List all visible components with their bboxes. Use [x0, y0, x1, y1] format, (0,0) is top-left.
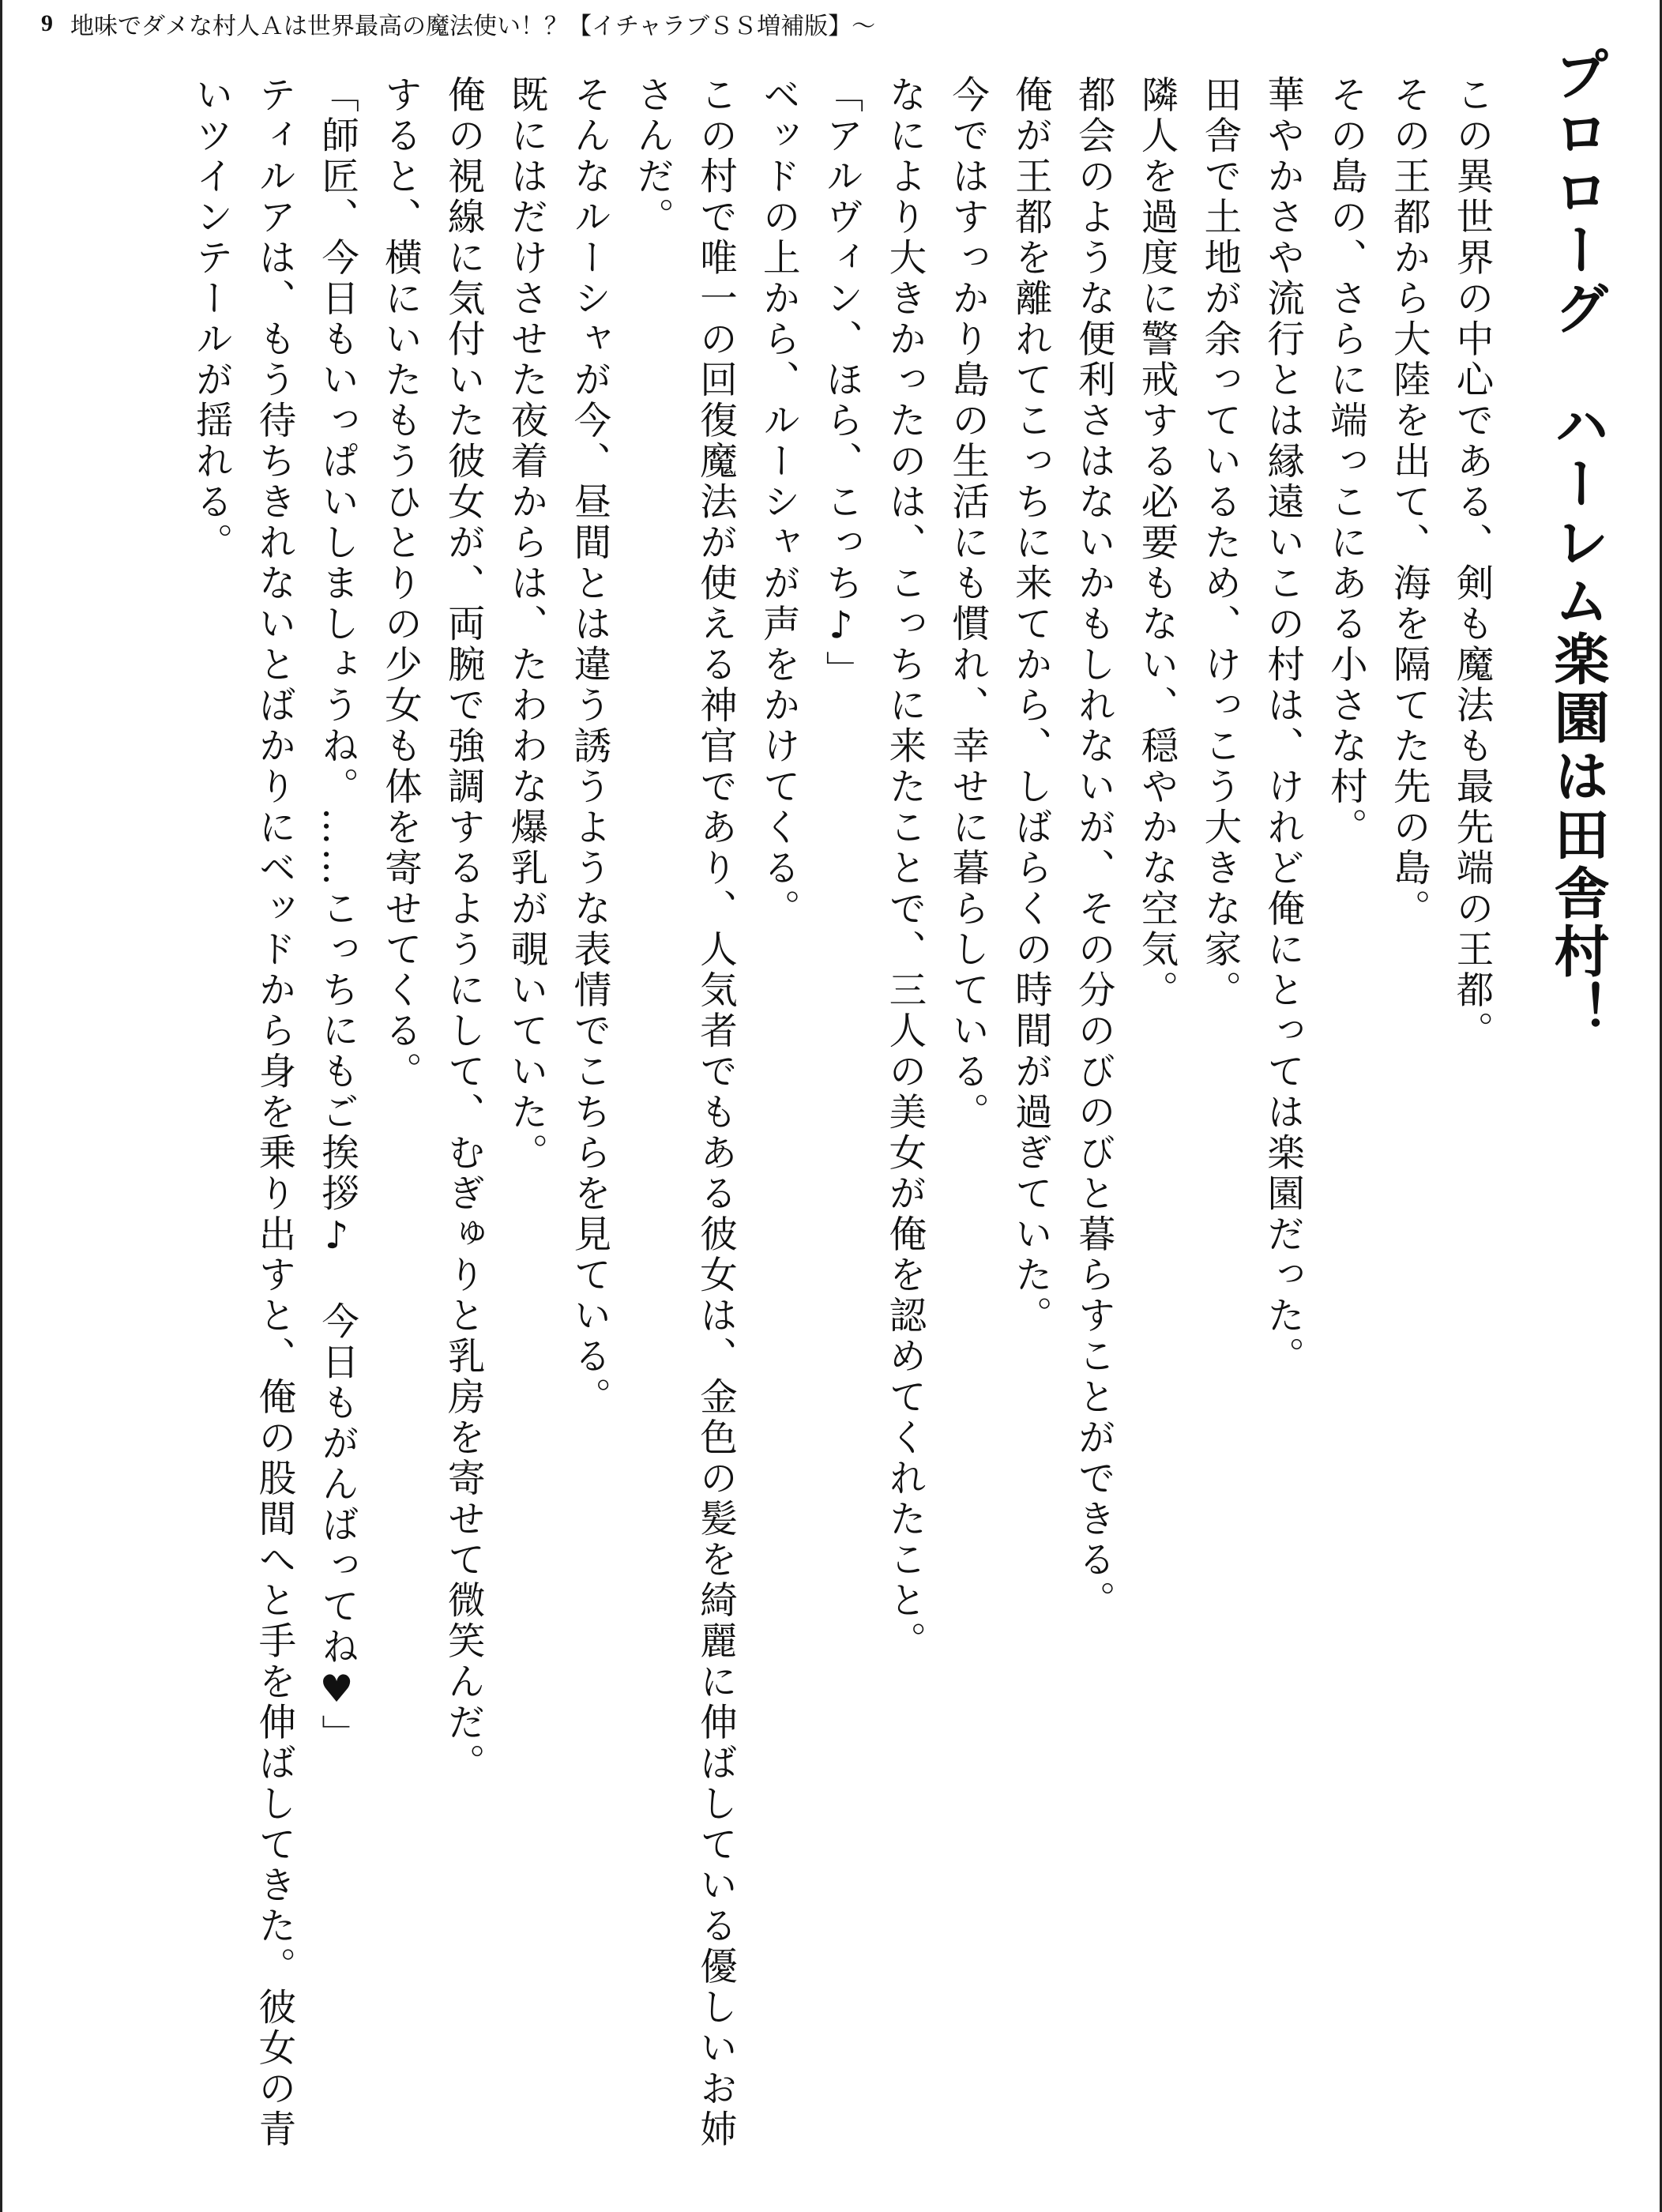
paragraph-line: 田舎で土地が余っているため、けっこう大きな家。 — [1197, 75, 1241, 1011]
paragraph-line: ティルアは、もう待ちきれないとばかりにベッドから身を乗り出すと、俺の股間へと手を伸ばしてきた。彼女の青いツインテールが揺れる。 — [189, 75, 295, 2150]
paragraph-line: 都会のような便利さはないかもしれないが、その分のびのびと暮らすことができる。 — [1071, 75, 1115, 1621]
page-number: 9 — [41, 10, 53, 36]
paragraph-line: この村で唯一の回復魔法が使える神官であり、人気者でもある彼女は、金色の髪を綺麗に伸ばしている優しいお姉さんだ。 — [630, 75, 737, 2150]
paragraph-line: 華やかさや流行とは縁遠いこの村は、けれど俺にとっては楽園だった。 — [1260, 75, 1304, 1377]
paragraph-line: この異世界の中心である、剣も魔法も最先端の王都。 — [1450, 75, 1493, 1051]
paragraph-line: 俺の視線に気付いた彼女が、両腕で強調するようにして、むぎゅりと乳房を寄せて微笑んだ。 — [441, 75, 485, 1784]
paragraph-line: 今ではすっかり島の生活にも慣れ、幸せに暮らしている。 — [945, 75, 989, 1133]
paragraph-line: すると、横にいたもうひとりの少女も体を寄せてくる。 — [378, 75, 422, 1093]
paragraph-line: そんなルーシャが今、昼間とは違う誘うような表情でこちらを見ている。 — [566, 75, 611, 1418]
paragraph-line: その島の、さらに端っこにある小さな村。 — [1323, 75, 1367, 848]
paragraph-line: 隣人を過度に警戒する必要もない、穏やかな空気。 — [1134, 75, 1179, 1011]
dialogue-line: 「アルヴィン、ほら、こっち♪」 — [819, 75, 863, 691]
paragraph-line: その王都から大陸を出て、海を隔てた先の島。 — [1386, 75, 1431, 930]
running-title: 地味でダメな村人Ａは世界最高の魔法使い！？【イチャラブＳＳ増補版】～ — [70, 13, 876, 40]
paragraph-line: ベッドの上から、ルーシャが声をかけてくる。 — [756, 75, 800, 930]
dialogue-line: 「師匠、今日もいっぱいしましょうね。……こっちにもご挨拶♪ 今日もがんばってね♥」 — [314, 75, 359, 1755]
paragraph-line: 既にはだけさせた夜着からは、たわわな爆乳が覗いていた。 — [504, 75, 548, 1174]
running-header — [41, 6, 875, 41]
chapter-title: プロローグ ハーレム楽園は田舎村！ — [1545, 46, 1610, 1040]
paragraph-line: 俺が王都を離れてこっちに来てから、しばらくの時間が過ぎていた。 — [1008, 75, 1052, 1337]
paragraph-line: なにより大きかったのは、こっちに来たことで、三人の美女が俺を認めてくれたこと。 — [882, 75, 926, 1662]
body-text — [160, 75, 1502, 2161]
